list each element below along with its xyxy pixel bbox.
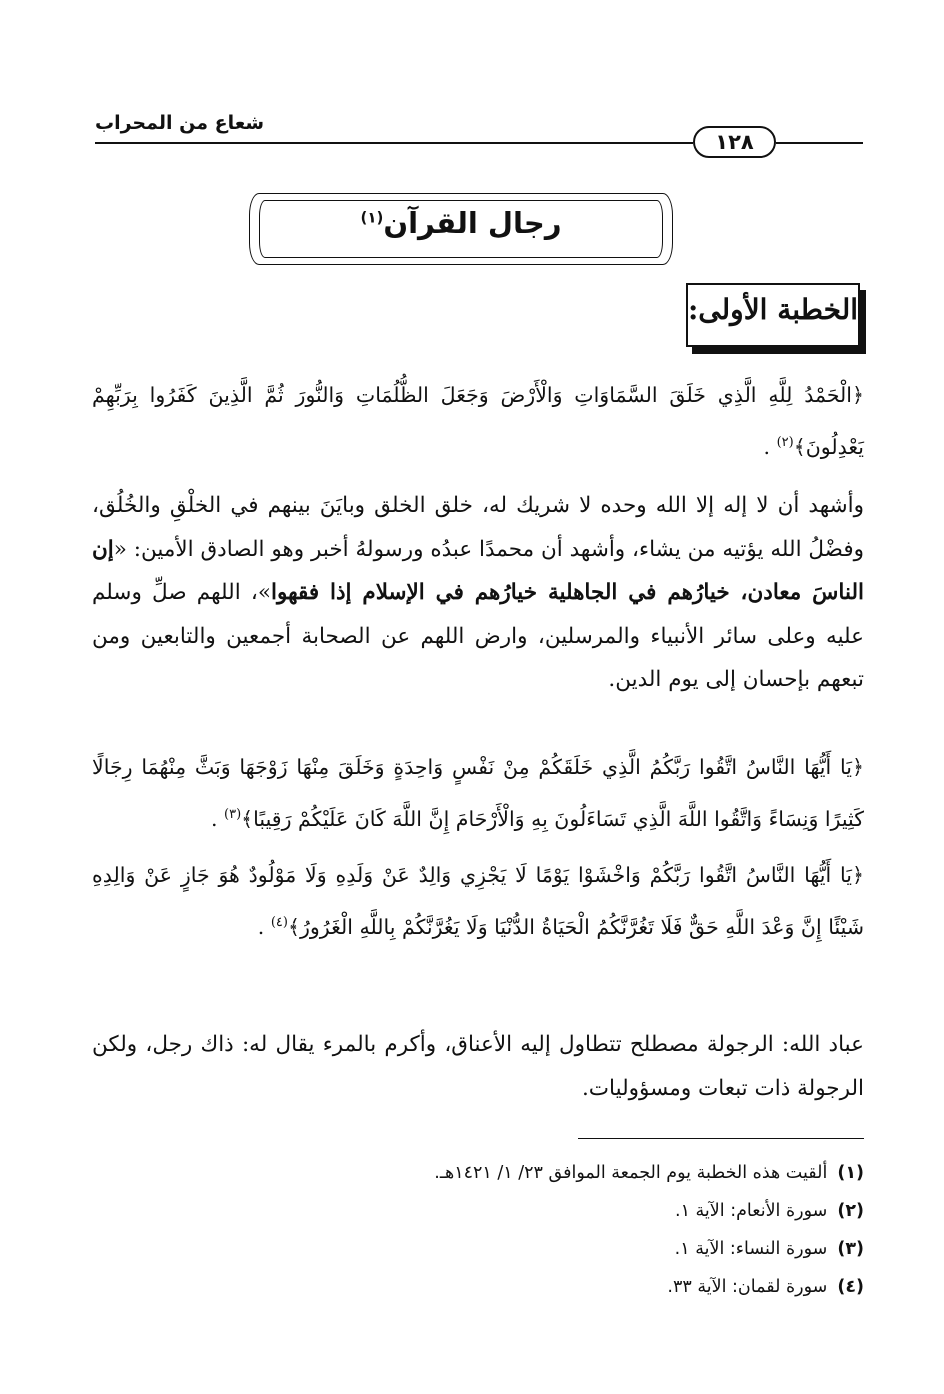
footnote-separator	[578, 1138, 864, 1139]
hadith-quote: إن الناسَ معادن، خيارُهم في الجاهلية خيارُهم في الإسلام إذا فقهوا	[92, 536, 864, 605]
body-paragraph-2: عباد الله: الرجولة مصطلح تتطاول إليه الأعناق، وأكرم بالمرء يقال له: ذاك رجل، ولكن الرجولة ذات تبعات ومسؤوليات.	[92, 1032, 864, 1101]
footnote-1	[94, 1158, 864, 1188]
footnote-4-number: (٤)	[837, 1277, 864, 1297]
khutba-label: الخطبة الأولى:	[687, 293, 859, 326]
section-title-text: رجال القرآن	[383, 206, 562, 240]
verse-paragraph-2: ﴿يَا أَيُّهَا النَّاسُ اتَّقُوا رَبَّكُمُ الَّذِي خَلَقَكُمْ مِنْ نَفْسٍ وَاحِدَةٍ وَخَلَقَ مِنْهَا زَوْجَهَا وَبَثَّ مِنْهُمَا رِجَالًا كَثِيرًا وَنِسَاءً وَاتَّقُوا اللَّهَ الَّذِي تَسَاءَلُونَ بِهِ وَالْأَرْحَامَ إِنَّ اللَّهَ كَانَ عَلَيْكُمْ رَقِيبًا﴾$^{(٣)}$ .	[92, 755, 864, 831]
footnote-4-text: سورة لقمان: الآية ٣٣.	[667, 1277, 828, 1297]
footnote-3-text: سورة النساء: الآية ١.	[674, 1239, 828, 1259]
header-rule-right	[776, 142, 863, 144]
intro-paragraph	[92, 484, 864, 702]
footnote-4	[94, 1272, 864, 1302]
footnote-1-text: ألقيت هذه الخطبة يوم الجمعة الموافق ٢٣/ ١/ ١٤٢١هـ.	[434, 1163, 828, 1183]
verse-2-ref: (٣)	[224, 807, 242, 822]
running-header-book-title: شعاع من المحراب	[95, 112, 265, 134]
intro-text-part-1: وأشهد أن لا إله إلا الله وحده لا شريك له، خلق الخلق وبايَنَ بينهم في الخلْقِ والخُلُق، وفضْلُ الله يؤتيه من يشاء، وأشهد أن محمدًا عبدُه ورسولهُ أخبر وهو الصادق الأمين: «	[92, 493, 864, 562]
verse-1-text: ﴿الْحَمْدُ لِلَّهِ الَّذِي خَلَقَ السَّمَاوَاتِ وَالْأَرْضَ وَجَعَلَ الظُّلُمَاتِ وَالنُّورَ ثُمَّ الَّذِينَ كَفَرُوا بِرَبِّهِمْ يَعْدِلُونَ﴾	[92, 383, 864, 459]
verse-3-text: ﴿يَا أَيُّهَا النَّاسُ اتَّقُوا رَبَّكُمْ وَاخْشَوْا يَوْمًا لَا يَجْزِي وَالِدٌ عَنْ وَلَدِهِ وَلَا مَوْلُودٌ هُوَ جَازٍ عَنْ وَالِدِهِ شَيْئًا إِنَّ وَعْدَ اللَّهِ حَقٌّ فَلَا تَغُرَّنَّكُمُ الْحَيَاةُ الدُّنْيَا وَلَا يَغُرَّنَّكُمْ بِاللَّهِ الْغَرُورُ﴾	[92, 863, 864, 939]
verse-3-ref: (٤)	[270, 915, 288, 930]
section-title	[259, 206, 663, 240]
verse-paragraph-1: ﴿الْحَمْدُ لِلَّهِ الَّذِي خَلَقَ السَّمَاوَاتِ وَالْأَرْضَ وَجَعَلَ الظُّلُمَاتِ وَالنُّورَ ثُمَّ الَّذِينَ كَفَرُوا بِرَبِّهِمْ يَعْدِلُونَ﴾$^{(٢)}$ .	[92, 383, 864, 459]
verse-1-ref: (٢)	[776, 435, 794, 450]
header-rule-left	[95, 142, 693, 144]
footnote-3	[94, 1234, 864, 1264]
footnote-1-number: (١)	[837, 1163, 864, 1183]
verse-paragraph-3: ﴿يَا أَيُّهَا النَّاسُ اتَّقُوا رَبَّكُمْ وَاخْشَوْا يَوْمًا لَا يَجْزِي وَالِدٌ عَنْ وَلَدِهِ وَلَا مَوْلُودٌ هُوَ جَازٍ عَنْ وَالِدِهِ شَيْئًا إِنَّ وَعْدَ اللَّهِ حَقٌّ فَلَا تَغُرَّنَّكُمُ الْحَيَاةُ الدُّنْيَا وَلَا يَغُرَّنَّكُمْ بِاللَّهِ الْغَرُورُ﴾$^{(٤)}$ .	[92, 863, 864, 939]
footnote-2	[94, 1196, 864, 1226]
intro-text-part-2: »، اللهم صلِّ وسلم عليه وعلى سائر الأنبياء والمرسلين، وارض اللهم عن الصحابة أجمعين والتابعين ومن تبعهم بإحسان إلى يوم الدين.	[92, 580, 864, 692]
page-number-badge	[693, 126, 776, 158]
page-number: ١٢٨	[715, 130, 754, 154]
footnote-2-number: (٢)	[837, 1201, 864, 1221]
section-title-footnote-ref: (١)	[360, 208, 384, 227]
footnote-3-number: (٣)	[837, 1239, 864, 1259]
footnote-2-text: سورة الأنعام: الآية ١.	[675, 1201, 828, 1221]
verse-2-text: ﴿يَا أَيُّهَا النَّاسُ اتَّقُوا رَبَّكُمُ الَّذِي خَلَقَكُمْ مِنْ نَفْسٍ وَاحِدَةٍ وَخَلَقَ مِنْهَا زَوْجَهَا وَبَثَّ مِنْهُمَا رِجَالًا كَثِيرًا وَنِسَاءً وَاتَّقُوا اللَّهَ الَّذِي تَسَاءَلُونَ بِهِ وَالْأَرْحَامَ إِنَّ اللَّهَ كَانَ عَلَيْكُمْ رَقِيبًا﴾	[92, 755, 864, 831]
